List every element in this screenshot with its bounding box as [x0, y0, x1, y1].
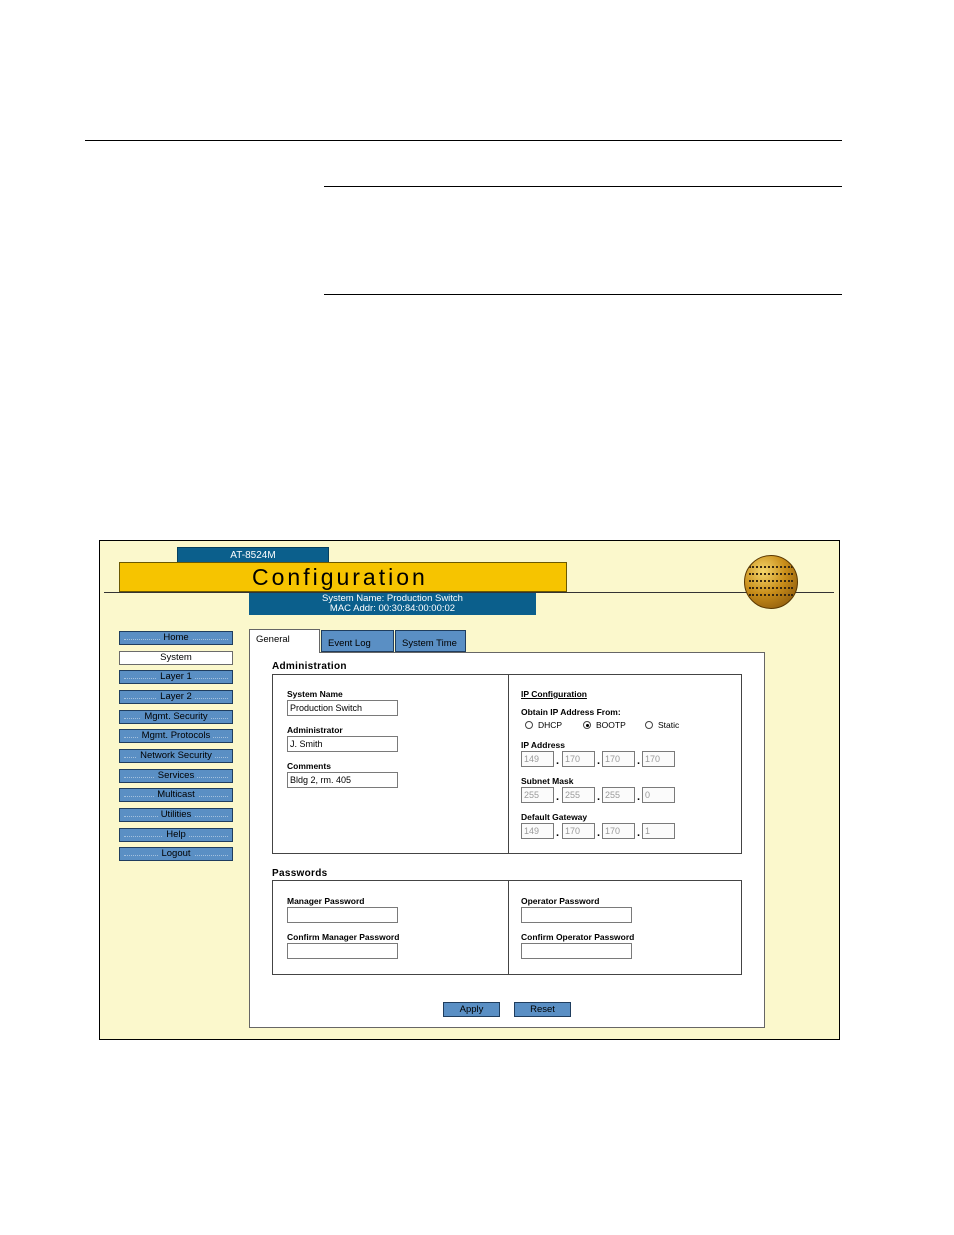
confirm-manager-password-input[interactable] — [287, 943, 398, 959]
note-bottom-rule — [324, 294, 842, 295]
confirm-manager-password-label: Confirm Manager Password — [287, 932, 400, 942]
nav-home-button[interactable]: Home — [119, 631, 233, 645]
ip-address-label: IP Address — [521, 740, 565, 750]
general-panel — [249, 652, 765, 1028]
model-label: AT-8524M — [177, 547, 329, 564]
tab-general[interactable]: General — [249, 629, 320, 653]
nav-mgmt-security-button[interactable]: Mgmt. Security — [119, 710, 233, 724]
nav-help-button[interactable]: Help — [119, 828, 233, 842]
tab-system-time[interactable]: System Time — [395, 630, 466, 652]
mask-octet-4-input[interactable]: 0 — [642, 787, 675, 803]
gateway-octet-3-input[interactable]: 170 — [602, 823, 635, 839]
ip-octet-2-input[interactable]: 170 — [562, 751, 595, 767]
page-title: Configuration — [252, 564, 428, 590]
system-name-input[interactable]: Production Switch — [287, 700, 398, 716]
nav-mgmt-protocols-button[interactable]: Mgmt. Protocols — [119, 729, 233, 743]
gateway-octet-2-input[interactable]: 170 — [562, 823, 595, 839]
nav-services-button[interactable]: Services — [119, 769, 233, 783]
operator-password-input[interactable] — [521, 907, 632, 923]
administration-box: System Name Production Switch Administrator J. Smith Comments Bldg 2, rm. 405 IP Configuration Obtain IP Address From: DHCP BOOTP Static IP Address 149 . 170 . 170 . 170 Subnet Mask 255 . 255 . 255 . 0 Default Gateway 149 . 170 . 170 . 1 — [272, 674, 742, 854]
default-gateway-label: Default Gateway — [521, 812, 588, 822]
mac-address-line: MAC Addr: 00:30:84:00:00:02 — [329, 603, 456, 614]
system-name-label: System Name — [287, 689, 343, 699]
passwords-title: Passwords — [272, 868, 328, 879]
nav-layer2-button[interactable]: Layer 2 — [119, 690, 233, 704]
comments-input[interactable]: Bldg 2, rm. 405 — [287, 772, 398, 788]
confirm-operator-password-input[interactable] — [521, 943, 632, 959]
ip-octet-3-input[interactable]: 170 — [602, 751, 635, 767]
nav-layer1-button[interactable]: Layer 1 — [119, 670, 233, 684]
static-radio-label: Static — [658, 720, 680, 730]
operator-password-label: Operator Password — [521, 896, 600, 906]
ip-config-title: IP Configuration — [521, 689, 587, 699]
mask-octet-2-input[interactable]: 255 — [562, 787, 595, 803]
comments-label: Comments — [287, 761, 331, 771]
system-info-bar — [249, 593, 536, 615]
nav-logout-button[interactable]: Logout — [119, 847, 233, 861]
globe-logo-icon — [744, 555, 798, 609]
page-top-rule — [85, 140, 842, 141]
manager-password-label: Manager Password — [287, 896, 365, 906]
ip-octet-1-input[interactable]: 149 — [521, 751, 554, 767]
administrator-label: Administrator — [287, 725, 343, 735]
note-top-rule — [324, 186, 842, 187]
nav-utilities-button[interactable]: Utilities — [119, 808, 233, 822]
subnet-mask-label: Subnet Mask — [521, 776, 574, 786]
apply-button[interactable]: Apply — [443, 1002, 500, 1017]
bootp-radio-label: BOOTP — [596, 720, 626, 730]
nav-multicast-button[interactable]: Multicast — [119, 788, 233, 802]
gateway-octet-4-input[interactable]: 1 — [642, 823, 675, 839]
nav-system-button[interactable]: System — [119, 651, 233, 665]
confirm-operator-password-label: Confirm Operator Password — [521, 932, 635, 942]
mask-octet-1-input[interactable]: 255 — [521, 787, 554, 803]
mask-octet-3-input[interactable]: 255 — [602, 787, 635, 803]
static-radio[interactable] — [645, 721, 653, 729]
bootp-radio[interactable] — [583, 721, 591, 729]
title-bar — [119, 562, 567, 592]
screenshot-frame — [99, 540, 840, 1040]
tab-event-log[interactable]: Event Log — [321, 630, 394, 652]
ip-octet-4-input[interactable]: 170 — [642, 751, 675, 767]
passwords-box — [272, 880, 742, 975]
administration-title: Administration — [272, 661, 347, 672]
dhcp-radio-label: DHCP — [538, 720, 563, 730]
manager-password-input[interactable] — [287, 907, 398, 923]
gateway-octet-1-input[interactable]: 149 — [521, 823, 554, 839]
nav-network-security-button[interactable]: Network Security — [119, 749, 233, 763]
dhcp-radio[interactable] — [525, 721, 533, 729]
obtain-ip-label: Obtain IP Address From: — [521, 707, 621, 717]
reset-button[interactable]: Reset — [514, 1002, 571, 1017]
administrator-input[interactable]: J. Smith — [287, 736, 398, 752]
system-name-line: System Name: Production Switch — [322, 593, 463, 604]
